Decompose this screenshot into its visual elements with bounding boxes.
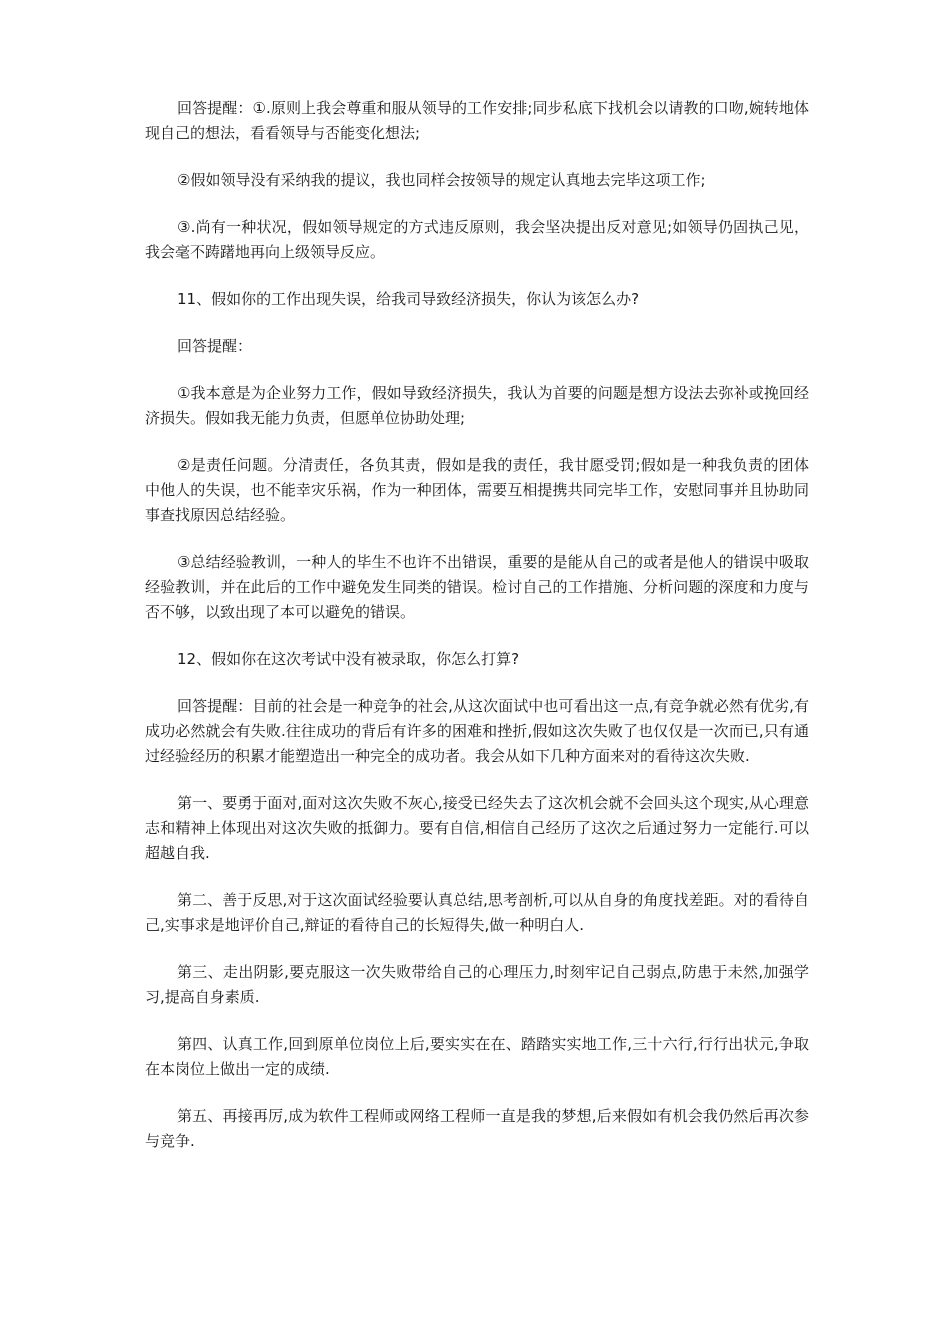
paragraph-q12-fifth: 第五、再接再厉,成为软件工程师或网络工程师一直是我的梦想,后来假如有机会我仍然后再次参与竞争.: [145, 1107, 809, 1150]
paragraph-answer-hint-1: 回答提醒：①.原则上我会尊重和服从领导的工作安排;同步私底下找机会以请教的口吻,婉转地体现自己的想法，看看领导与否能变化想法;: [145, 99, 809, 142]
paragraph-q11-point-3: ③总结经验教训，一种人的毕生不也许不出错误，重要的是能从自己的或者是他人的错误中吸取经验教训，并在此后的工作中避免发生同类的错误。检讨自己的工作措施、分析问题的深度和力度与否不够，以致出现了本可以避免的错误。: [145, 553, 809, 621]
paragraph-q12-first: 第一、要勇于面对,面对这次失败不灰心,接受已经失去了这次机会就不会回头这个现实,从心理意志和精神上体现出对这次失败的抵御力。要有自信,相信自己经历了这次之后通过努力一定能行.可以超越自我.: [145, 794, 809, 862]
paragraph-q12-answer-hint: 回答提醒：目前的社会是一种竞争的社会,从这次面试中也可看出这一点,有竞争就必然有优劣,有成功必然就会有失败.往往成功的背后有许多的困难和挫折,假如这次失败了也仅仅是一次而已,只有通过经验经历的积累才能塑造出一种完全的成功者。我会从如下几种方面来对的看待这次失败.: [145, 697, 809, 765]
paragraph-q12-second: 第二、善于反思,对于这次面试经验要认真总结,思考剖析,可以从自身的角度找差距。对的看待自己,实事求是地评价自己,辩证的看待自己的长短得失,做一种明白人.: [145, 891, 809, 934]
question-11: 11、假如你的工作出现失误，给我司导致经济损失，你认为该怎么办?: [177, 290, 640, 308]
paragraph-answer-point-3: ③.尚有一种状况，假如领导规定的方式违反原则，我会坚决提出反对意见;如领导仍固执己见，我会毫不踌躇地再向上级领导反应。: [145, 218, 809, 261]
document-page: [145, 96, 809, 1176]
paragraph-answer-point-2: ②假如领导没有采纳我的提议，我也同样会按领导的规定认真地去完毕这项工作;: [177, 171, 706, 189]
paragraph-q12-third: 第三、走出阴影,要克服这一次失败带给自己的心理压力,时刻牢记自己弱点,防患于未然,加强学习,提高自身素质.: [145, 963, 809, 1006]
paragraph-q11-point-2: ②是责任问题。分清责任，各负其责，假如是我的责任，我甘愿受罚;假如是一种我负责的团体中他人的失误，也不能幸灾乐祸，作为一种团体，需要互相提携共同完毕工作，安慰同事并且协助同事查找原因总结经验。: [145, 456, 809, 524]
paragraph-answer-hint-label: 回答提醒：: [177, 337, 253, 355]
paragraph-q11-point-1: ①我本意是为企业努力工作，假如导致经济损失，我认为首要的问题是想方设法去弥补或挽回经济损失。假如我无能力负责，但愿单位协助处理;: [145, 384, 809, 427]
paragraph-q12-fourth: 第四、认真工作,回到原单位岗位上后,要实实在在、踏踏实实地工作,三十六行,行行出状元,争取在本岗位上做出一定的成绩.: [145, 1035, 809, 1078]
question-12: 12、假如你在这次考试中没有被录取，你怎么打算?: [177, 650, 520, 668]
